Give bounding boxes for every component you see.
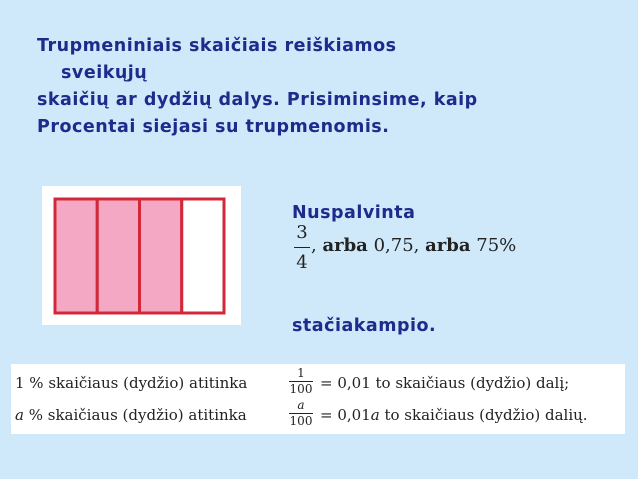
formula-2-suffix (320, 406, 588, 424)
shaded-part (140, 199, 182, 313)
intro-line-3: skaičių ar dydžių dalys. Prisiminsime, kaip (37, 90, 478, 110)
formula-1-num: 1 (297, 366, 305, 380)
shaded-part (55, 199, 97, 313)
intro-line-2: sveikųjų (61, 63, 148, 83)
formula-2-suffix-a: = 0,01 (320, 406, 371, 424)
formula-2-den: 100 (289, 414, 313, 428)
arba-word-2: arba (425, 235, 471, 256)
formula-2-num: a (297, 398, 305, 412)
intro-line-4: Procentai siejasi su trupmenomis. (37, 117, 390, 137)
shaded-part (97, 199, 139, 313)
fraction-bar (294, 247, 310, 248)
decimal-value: 0,75, (367, 235, 426, 256)
shaded-label: Nuspalvinta (292, 203, 416, 223)
arba-word-1: arba (322, 235, 368, 256)
formula-2-suffix-b: to skaičiaus (dydžio) dalių. (379, 406, 588, 424)
fraction-numerator: 3 (296, 222, 308, 243)
formula-1-den: 100 (289, 382, 313, 396)
unshaded-part (182, 199, 224, 313)
equivalents (311, 235, 516, 256)
intro-text (37, 33, 627, 141)
percent-value: 75% (470, 235, 517, 256)
formula-2-var: a (15, 406, 24, 424)
rectangle-label: stačiakampio. (292, 316, 437, 336)
fraction-denominator: 4 (296, 252, 308, 273)
formula-2-prefix (15, 406, 247, 424)
shaded-rectangle-figure (42, 186, 241, 325)
formula-1-prefix: 1 % skaičiaus (dydžio) atitinka (15, 374, 248, 392)
intro-line-1: Trupmeniniais skaičiais reiškiamos (37, 36, 397, 56)
formula-1-suffix: = 0,01 to skaičiaus (dydžio) dalį; (320, 374, 570, 392)
formula-box (11, 364, 625, 434)
rectangle-diagram (42, 186, 241, 325)
separator: , (311, 235, 323, 256)
formula-2-suffix-var: a (370, 406, 380, 424)
formula-2-prefix-text: % skaičiaus (dydžio) atitinka (23, 406, 247, 424)
